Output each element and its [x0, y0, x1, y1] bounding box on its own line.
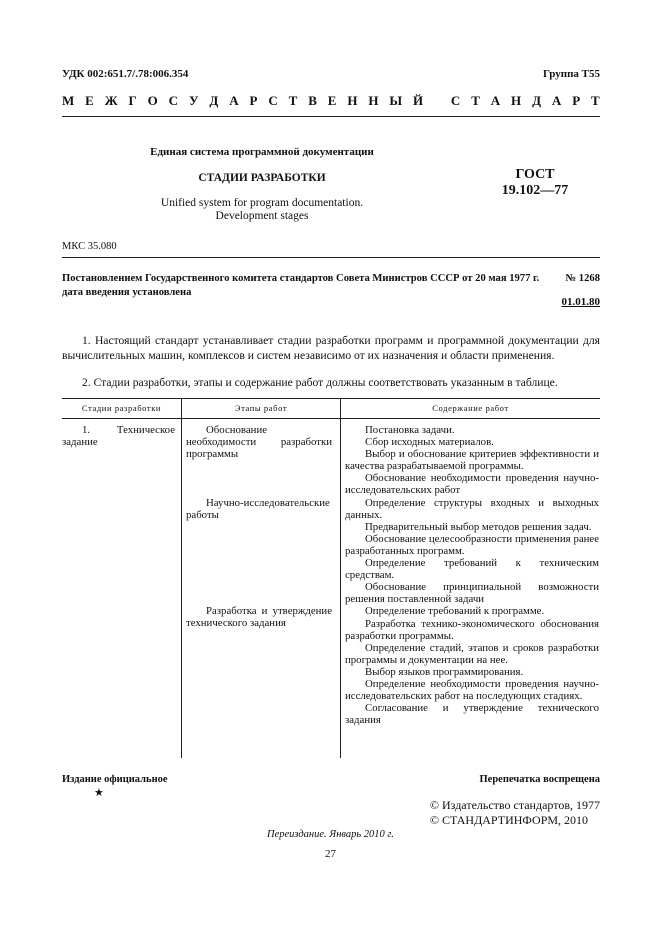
- gost-label: ГОСТ: [515, 167, 555, 182]
- table-stage-cell: 1. Техническое задание: [62, 424, 175, 449]
- heading-letter: С: [268, 93, 278, 108]
- content-item: Определение требований к программе.: [365, 605, 545, 618]
- header-stages: Стадии разработки: [81, 403, 162, 413]
- english-title-line2: Development stages: [215, 210, 309, 222]
- content-item: Определение стадий, этапов и сроков разработки программы и документации на нее.: [345, 641, 599, 666]
- heading-letter: С: [168, 93, 179, 108]
- heading-letter: Н: [347, 93, 358, 108]
- heading-letter: Т: [591, 93, 600, 108]
- content-item: Постановка задачи.: [365, 424, 455, 436]
- paragraph-1: 1. Настоящий стандарт устанавливает стадии разработки программ и программной документации для вычислительных машин, комплексов и систем независимо от их назначения и области применения.: [62, 334, 600, 362]
- content-item: Сбор исходных материалов.: [365, 436, 494, 449]
- heading-letter: Д: [209, 93, 219, 108]
- content-item: Обоснование необходимости проведения научно-исследовательских работ: [345, 472, 599, 497]
- document-title: СТАДИИ РАЗРАБОТКИ: [198, 172, 326, 184]
- reprint-notice: Перепечатка воспрещена: [479, 774, 600, 785]
- copyright-2010: © СТАНДАРТИНФОРМ, 2010: [429, 813, 589, 827]
- heading-letter: Т: [471, 93, 480, 108]
- english-title: [62, 197, 462, 223]
- heading-letter: Г: [128, 93, 137, 108]
- paragraph-2: 2. Стадии разработки, этапы и содержание работ должны соответствовать указанным в таблице.: [82, 376, 558, 389]
- reissue-note: Переиздание. Январь 2010 г.: [267, 829, 394, 840]
- content-item: Определение структуры входных и выходных данных.: [345, 496, 599, 521]
- page-number: 27: [325, 848, 336, 860]
- heading-letter: Д: [532, 93, 542, 108]
- content-item: Обоснование целесообразности применения ранее разработанных программ.: [345, 532, 599, 557]
- heading-letter: М: [62, 93, 75, 108]
- heading-letter: Ы: [389, 93, 403, 108]
- heading-letter: Е: [327, 93, 337, 108]
- official-edition: Издание официальное: [62, 774, 168, 785]
- step-research: Научно-исследовательские работы: [186, 497, 330, 522]
- content-item: Согласование и утверждение технического задания: [345, 702, 599, 727]
- content-item: Предварительный выбор методов решения задач.: [365, 520, 592, 533]
- content-item: Определение требований к техническим средствам.: [345, 557, 599, 582]
- standard-type-heading: [62, 93, 600, 109]
- heading-letter: Р: [249, 93, 258, 108]
- content-item: Выбор языков программирования.: [365, 665, 524, 678]
- heading-letter: Е: [85, 93, 94, 108]
- copyright-block: [430, 798, 600, 828]
- heading-letter: [434, 93, 440, 109]
- heading-letter: Н: [511, 93, 522, 108]
- content-item: Разработка технико-экономического обоснования разработки программы.: [345, 617, 599, 642]
- heading-letter: С: [450, 93, 461, 108]
- heading-letter: Р: [572, 93, 581, 108]
- heading-letter: Т: [288, 93, 298, 108]
- english-title-line1: Unified system for program documentation.: [160, 197, 364, 209]
- copyright-1977: © Издательство стандартов, 1977: [429, 798, 600, 812]
- header-contents: Содержание работ: [432, 403, 509, 413]
- introduction-date: 01.01.80: [561, 296, 600, 308]
- heading-letter: А: [551, 93, 562, 108]
- heading-letter: Й: [413, 93, 424, 108]
- heading-letter: В: [308, 93, 317, 108]
- step-justification: Обоснование необходимости разработки программы: [186, 424, 332, 461]
- mks-code: МКС 35.080: [62, 241, 117, 252]
- step-tech-assignment: Разработка и утверждение технического задания: [186, 605, 332, 630]
- content-item: Определение необходимости проведения научно-исследовательских работ на последующих стадиях.: [345, 677, 599, 703]
- system-name: Единая система программной документации: [150, 146, 374, 158]
- group-code: Группа Т55: [542, 68, 600, 80]
- content-item: Выбор и обоснование критериев эффективности и качества разрабатываемой программы.: [345, 448, 599, 473]
- heading-letter: Н: [368, 93, 379, 108]
- heading-letter: Ж: [104, 93, 118, 108]
- gost-designation: [470, 167, 600, 199]
- heading-letter: А: [229, 93, 239, 108]
- udk-code: УДК 002:651.7/.78:006.354: [62, 68, 189, 80]
- decree-text: Постановлением Государственного комитета стандартов Совета Министров СССР от 20 мая 1977 г.: [62, 273, 540, 284]
- decree-block: [62, 272, 600, 300]
- mks-rule: [62, 257, 600, 258]
- heading-letter: У: [188, 93, 199, 108]
- content-item: Обоснование принципиальной возможности решения поставленной задачи: [345, 581, 599, 606]
- star-icon: ★: [94, 787, 104, 799]
- decree-date-label: дата введения установлена: [62, 287, 192, 298]
- heading-letter: О: [147, 93, 158, 108]
- contents-column: [345, 424, 599, 726]
- header-steps: Этапы работ: [234, 403, 288, 413]
- heading-letter: А: [490, 93, 501, 108]
- header-rule: [62, 116, 600, 117]
- decree-number: № 1268: [565, 273, 600, 284]
- gost-number: 19.102—77: [501, 183, 569, 198]
